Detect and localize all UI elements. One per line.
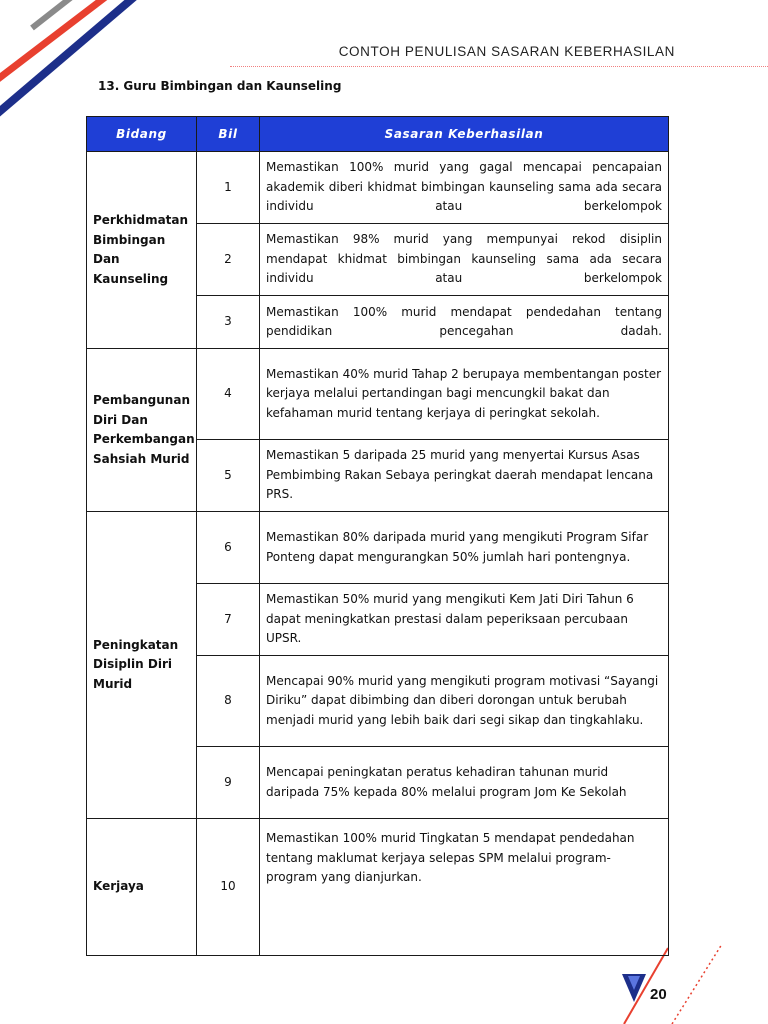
sasaran-cell: Memastikan 40% murid Tahap 2 berupaya membentangan poster kerjaya melalui pertandingan bagi mencungkil bakat dan kefahaman murid tentang kerjaya di peringkat sekolah. bbox=[260, 349, 669, 440]
header-divider bbox=[230, 66, 768, 67]
sasaran-cell: Memastikan 5 daripada 25 murid yang menyertai Kursus Asas Pembimbing Rakan Sebaya peringkat daerah mendapat lencana PRS. bbox=[260, 440, 669, 512]
table-header-row bbox=[87, 117, 669, 152]
bil-cell: 2 bbox=[197, 224, 260, 296]
sasaran-cell: Memastikan 100% murid mendapat pendedahan tentang pendidikan pencegahan dadah. bbox=[260, 296, 669, 349]
sasaran-cell: Memastikan 100% murid yang gagal mencapai pencapaian akademik diberi khidmat bimbingan kaunseling sama ada secara individu atau berkelompok bbox=[260, 152, 669, 224]
header-sasaran: Sasaran Keberhasilan bbox=[260, 117, 669, 152]
bil-cell: 5 bbox=[197, 440, 260, 512]
bil-cell: 9 bbox=[197, 747, 260, 819]
footer-stripe-dotted bbox=[672, 944, 722, 1024]
bil-cell: 6 bbox=[197, 512, 260, 584]
sasaran-cell: Mencapai peningkatan peratus kehadiran tahunan murid daripada 75% kepada 80% melalui program Jom Ke Sekolah bbox=[260, 747, 669, 819]
page-number: 20 bbox=[650, 986, 667, 1003]
table-row bbox=[87, 512, 669, 584]
table-row bbox=[87, 349, 669, 440]
sasaran-cell: Mencapai 90% murid yang mengikuti program motivasi “Sayangi Diriku” dapat dibimbing dan diberi dorongan untuk berubah menjadi murid yang lebih baik dari segi sikap dan tingkahlaku. bbox=[260, 656, 669, 747]
table-row bbox=[87, 819, 669, 956]
bil-cell: 3 bbox=[197, 296, 260, 349]
header-bidang: Bidang bbox=[87, 117, 197, 152]
section-title: 13. Guru Bimbingan dan Kaunseling bbox=[98, 79, 342, 93]
sasaran-cell: Memastikan 80% daripada murid yang mengikuti Program Sifar Ponteng dapat mengurangkan 50% jumlah hari pontengnya. bbox=[260, 512, 669, 584]
targets-table bbox=[86, 116, 669, 956]
bidang-cell: Kerjaya bbox=[87, 819, 197, 956]
sasaran-cell: Memastikan 50% murid yang mengikuti Kem Jati Diri Tahun 6 dapat meningkatkan prestasi dalam peperiksaan percubaan UPSR. bbox=[260, 584, 669, 656]
sasaran-cell: Memastikan 98% murid yang mempunyai rekod disiplin mendapat khidmat bimbingan kaunseling sama ada secara individu atau berkelompok bbox=[260, 224, 669, 296]
bil-cell: 4 bbox=[197, 349, 260, 440]
sasaran-cell: Memastikan 100% murid Tingkatan 5 mendapat pendedahan tentang maklumat kerjaya selepas SPM melalui program-program yang dianjurkan. bbox=[260, 819, 669, 956]
bil-cell: 7 bbox=[197, 584, 260, 656]
bil-cell: 1 bbox=[197, 152, 260, 224]
bidang-cell: Perkhidmatan Bimbingan Dan Kaunseling bbox=[87, 152, 197, 349]
bidang-cell: Peningkatan Disiplin Diri Murid bbox=[87, 512, 197, 819]
header-bil: Bil bbox=[197, 117, 260, 152]
bil-cell: 10 bbox=[197, 819, 260, 956]
bidang-cell: Pembangunan Diri Dan Perkembangan Sahsiah Murid bbox=[87, 349, 197, 512]
document-header-title: CONTOH PENULISAN SASARAN KEBERHASILAN bbox=[338, 44, 675, 59]
bil-cell: 8 bbox=[197, 656, 260, 747]
table-row bbox=[87, 152, 669, 224]
